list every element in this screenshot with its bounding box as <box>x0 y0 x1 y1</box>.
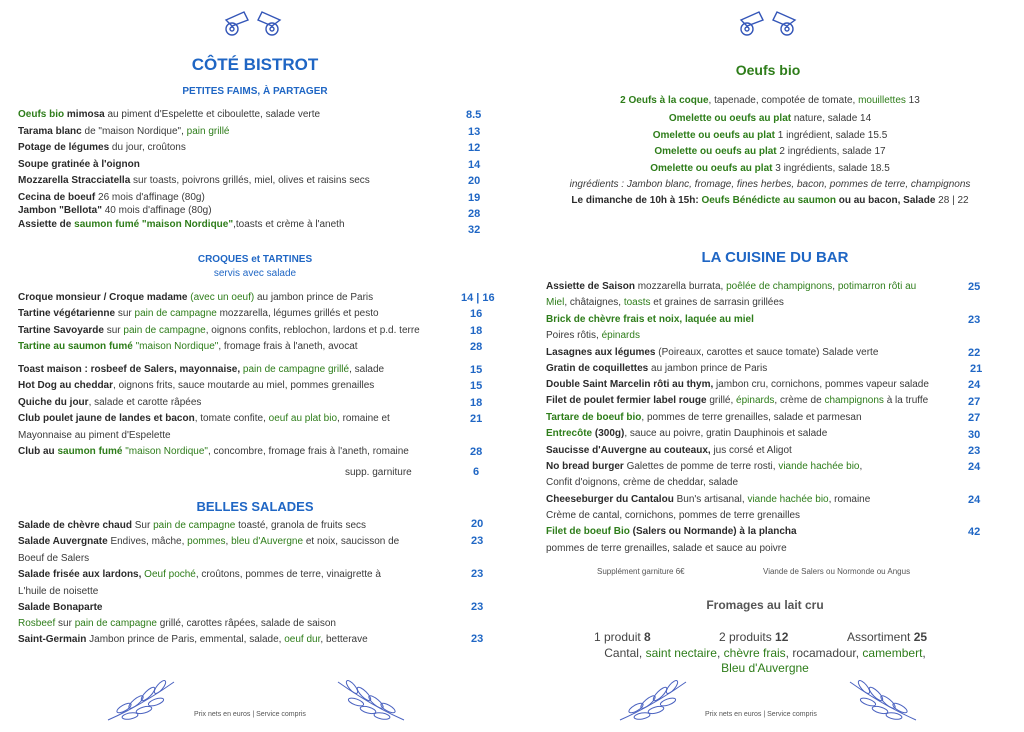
price: 18 <box>470 325 483 337</box>
price: 8.5 <box>466 109 482 121</box>
section-title-cote-bistrot: CÔTÉ BISTROT <box>191 55 319 74</box>
price: 23 <box>471 633 484 645</box>
menu-item: Croque monsieur / Croque madame (avec un oeuf) au jambon prince de Paris <box>18 292 374 303</box>
fromage-list-line2: Bleu d'Auvergne <box>721 661 809 675</box>
price: 23 <box>968 445 981 457</box>
price: 30 <box>968 429 981 441</box>
price: 21 <box>470 413 483 425</box>
menu-item-continuation: pommes de terre grenailles, salade et sauce au poivre <box>546 543 787 554</box>
menu-item: Tartine Savoyarde sur pain de campagne, oignons confits, reblochon, lardons et p.d. terre <box>18 325 420 336</box>
price: 28 <box>470 446 483 458</box>
price: 21 <box>970 363 983 375</box>
price: 19 <box>468 192 481 204</box>
menu-item: Club poulet jaune de landes et bacon, tomate confite, oeuf au plat bio, romaine et <box>18 413 390 424</box>
menu-item: Salade de chèvre chaud Sur pain de campagne toasté, granola de fruits secs <box>18 520 366 531</box>
menu-item: Omelette ou oeufs au plat nature, salade 14 <box>668 113 872 124</box>
footer-note: Prix nets en euros | Service compris <box>194 711 306 718</box>
menu-item: Brick de chèvre frais et noix, laquée au miel <box>546 314 754 325</box>
menu-item: Oeufs bio mimosa au piment d'Espelette et ciboulette, salade verte <box>18 109 321 120</box>
menu-item: 2 Oeufs à la coque, tapenade, compotée de tomate, mouillettes 13 <box>620 95 920 106</box>
menu-item: Toast maison : rosbeef de Salers, mayonnaise, pain de campagne grillé, salade <box>18 364 385 375</box>
menu-item: Cheeseburger du Cantalou Bun's artisanal, viande hachée bio, romaine <box>546 494 871 505</box>
fromage-list: Cantal, saint nectaire, chèvre frais, rocamadour, camembert, <box>604 646 926 660</box>
menu-item-continuation: Crème de cantal, cornichons, pommes de terre grenailles <box>546 510 801 521</box>
menu-item: Filet de boeuf Bio (Salers ou Normande) à la plancha <box>546 526 797 537</box>
olive-branch-icon <box>616 676 690 724</box>
menu-item: Club au saumon fumé "maison Nordique", concombre, fromage frais à l'aneth, romaine <box>18 446 409 457</box>
price: 25 <box>968 281 981 293</box>
price: 23 <box>471 535 484 547</box>
menu-item: Entrecôte (300g), sauce au poivre, gratin Dauphinois et salade <box>546 428 828 439</box>
menu-item: Cecina de boeuf 26 mois d'affinage (80g) <box>18 192 205 203</box>
price: 20 <box>468 175 481 187</box>
menu-item: Lasagnes aux légumes (Poireaux, carottes et sauce tomate) Salade verte <box>546 347 879 358</box>
price: 23 <box>471 601 484 613</box>
menu-item-continuation: L'huile de noisette <box>18 586 99 597</box>
supplement-garniture: supp. garniture <box>345 467 412 478</box>
menu-item: Omelette ou oeufs au plat 3 ingrédients, salade 18.5 <box>650 163 890 174</box>
price: 24 <box>968 379 981 391</box>
footer-note: Prix nets en euros | Service compris <box>705 711 817 718</box>
menu-item-continuation: Rosbeef sur pain de campagne grillé, carottes râpées, salade de saison <box>18 618 336 629</box>
price: 20 <box>471 518 484 530</box>
fromage-price-3: Assortiment 25 <box>847 630 928 644</box>
menu-item: Potage de légumes du jour, croûtons <box>18 142 186 153</box>
viande-origine-note: Viande de Salers ou Normonde ou Angus <box>763 567 911 576</box>
price: 18 <box>470 397 483 409</box>
section-title-oeufs-bio: Oeufs bio <box>735 62 801 78</box>
olive-branch-icon <box>334 676 408 724</box>
menu-item-continuation: Poires rôtis, épinards <box>546 330 640 341</box>
menu-item: Salade frisée aux lardons, Oeuf poché, croûtons, pommes de terre, vinaigrette à <box>18 569 381 580</box>
price: 6 <box>473 466 480 478</box>
menu-item: Gratin de coquillettes au jambon prince de Paris <box>546 363 768 374</box>
menu-item: Tartine végétarienne sur pain de campagne mozzarella, légumes grillés et pesto <box>18 308 379 319</box>
menu-item-continuation: Mayonnaise au piment d'Espelette <box>18 430 171 441</box>
price: 28 <box>468 208 481 220</box>
menu-item: Assiette de Saison mozzarella burrata, poêlée de champignons, potimarron rôti au <box>546 281 917 292</box>
price: 14 <box>468 159 481 171</box>
price: 24 <box>968 461 981 473</box>
menu-item: Omelette ou oeufs au plat 2 ingrédients, salade 17 <box>654 146 886 157</box>
olive-branch-icon <box>104 676 178 724</box>
price: 28 <box>470 341 483 353</box>
section-subtitle-petites-faims: PETITES FAIMS, À PARTAGER <box>182 86 328 97</box>
olive-branch-icon <box>846 676 920 724</box>
menu-item: Mozzarella Stracciatella sur toasts, poivrons grillés, miel, olives et raisins secs <box>18 175 370 186</box>
section-title-cuisine-du-bar: LA CUISINE DU BAR <box>701 249 849 266</box>
menu-item: Salade Auvergnate Endives, mâche, pommes, bleu d'Auvergne et noix, saucisson de <box>18 536 400 547</box>
menu-item: Tartare de boeuf bio, pommes de terre grenailles, salade et parmesan <box>546 412 862 423</box>
menu-item: Double Saint Marcelin rôti au thym, jambon cru, cornichons, pommes vapeur salade <box>546 379 929 390</box>
price: 27 <box>968 412 981 424</box>
menu-item-continuation: Confit d'oignons, crème de cheddar, salade <box>546 477 739 488</box>
price: 23 <box>968 314 981 326</box>
menu-item: Hot Dog au cheddar, oignons frits, sauce moutarde au miel, pommes grenailles <box>18 380 375 391</box>
ingredients-note: ingrédients : Jambon blanc, fromage, fines herbes, bacon, pommes de terre, champignons <box>569 179 971 190</box>
menu-item: Assiette de saumon fumé "maison Nordique",toasts et crème à l'aneth <box>18 219 345 230</box>
price: 14 | 16 <box>461 292 495 304</box>
fromage-price-1: 1 produit 8 <box>594 630 651 644</box>
menu-item: Soupe gratinée à l'oignon <box>18 159 140 170</box>
cannon-logo-icon <box>220 8 286 38</box>
price: 23 <box>471 568 484 580</box>
cannon-logo-icon <box>735 8 801 38</box>
price: 13 <box>468 126 481 138</box>
menu-item-continuation: Miel, châtaignes, toasts et graines de sarrasin grillées <box>546 297 784 308</box>
sunday-brunch: Le dimanche de 10h à 15h: Oeufs Bénédicte au saumon ou au bacon, Salade 28 | 22 <box>571 195 969 206</box>
section-title-croques: CROQUES et TARTINES <box>197 254 313 265</box>
menu-item: No bread burger Galettes de pomme de terre rosti, viande hachée bio, <box>546 461 863 472</box>
price: 32 <box>468 224 481 236</box>
menu-item: Filet de poulet fermier label rouge grillé, épinards, crème de champignons à la truffe <box>546 395 929 406</box>
supplement-garniture: Supplément garniture 6€ <box>597 567 685 576</box>
menu-item: Quiche du jour, salade et carotte râpées <box>18 397 202 408</box>
menu-item: Salade Bonaparte <box>18 602 103 613</box>
menu-item: Saucisse d'Auvergne au couteaux, jus corsé et Aligot <box>546 445 792 456</box>
section-title-salades: BELLES SALADES <box>196 499 314 514</box>
menu-item: Omelette ou oeufs au plat 1 ingrédient, salade 15.5 <box>652 130 888 141</box>
fromage-price-2: 2 produits 12 <box>719 630 789 644</box>
price: 27 <box>968 396 981 408</box>
section-subtitle-croques: servis avec salade <box>213 268 297 279</box>
price: 15 <box>470 364 483 376</box>
section-title-fromages: Fromages au lait cru <box>706 598 824 612</box>
price: 42 <box>968 526 981 538</box>
price: 15 <box>470 380 483 392</box>
menu-item: Saint-Germain Jambon prince de Paris, emmental, salade, oeuf dur, betterave <box>18 634 368 645</box>
menu-item-continuation: Boeuf de Salers <box>18 553 90 564</box>
menu-item: Tarama blanc de "maison Nordique", pain grillé <box>18 126 230 137</box>
price: 16 <box>470 308 483 320</box>
menu-item: Tartine au saumon fumé "maison Nordique", fromage frais à l'aneth, avocat <box>18 341 358 352</box>
price: 22 <box>968 347 981 359</box>
price: 12 <box>468 142 481 154</box>
price: 24 <box>968 494 981 506</box>
menu-item: Jambon "Bellota" 40 mois d'affinage (80g) <box>18 205 212 216</box>
